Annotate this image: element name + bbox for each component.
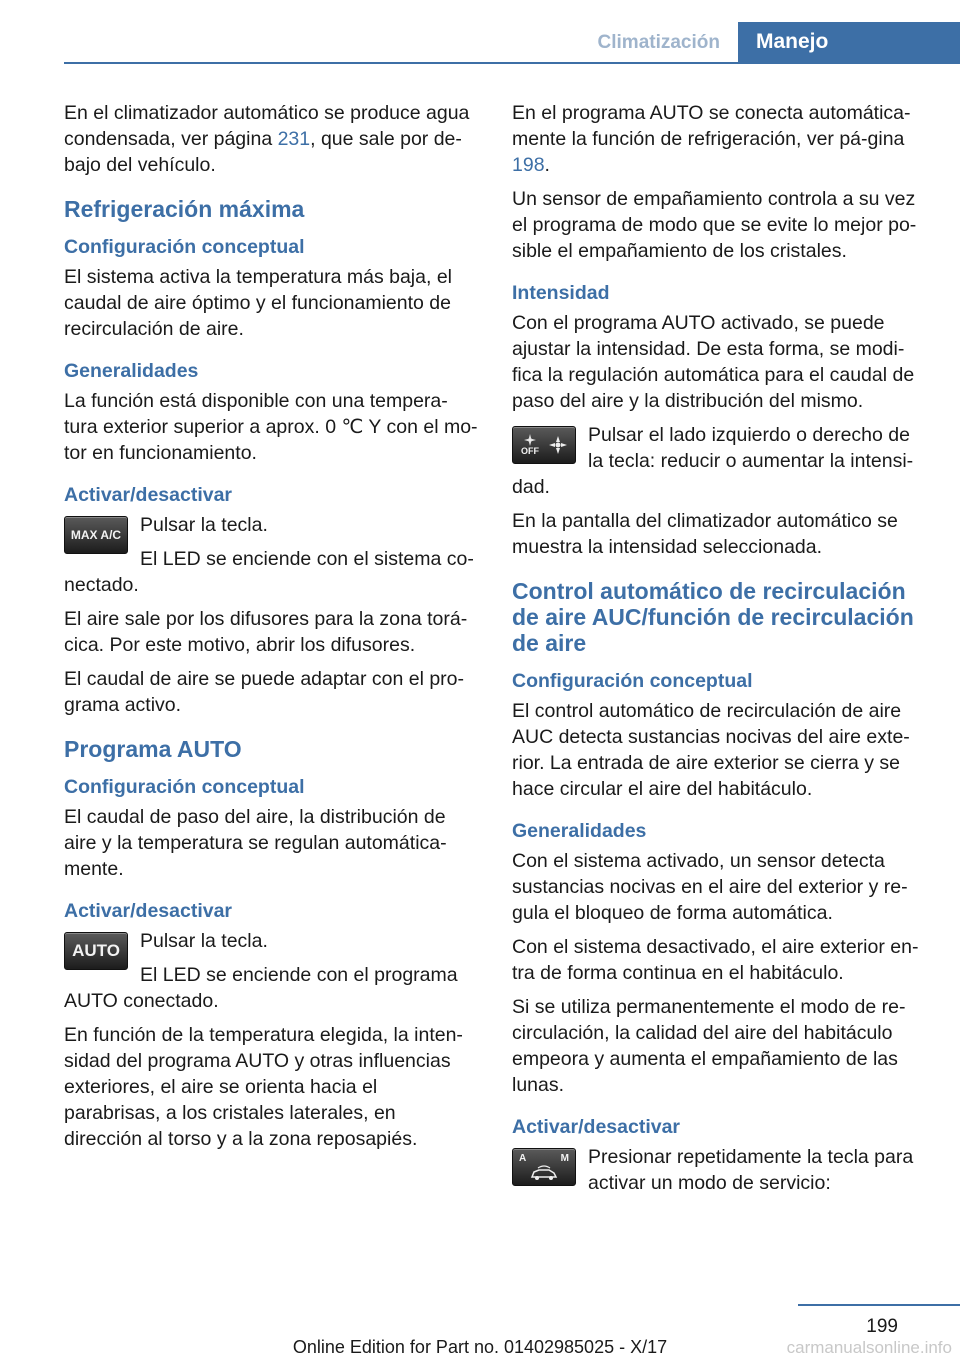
paragraph-concept-auto: El caudal de paso del aire, la distribución de aire y la temperatura se regulan automática-mente.: [64, 806, 447, 880]
heading-activar-desactivar: Activar/desactivar: [64, 900, 233, 922]
heading-refrigeracion-maxima: Refrigeración máxima: [64, 196, 305, 222]
paragraph-intensity: Con el programa AUTO activado, se puede ajustar la intensidad. De esta forma, se modi-fica la regulación automática para el caudal de paso del aire y la distribución del mismo.: [512, 312, 915, 412]
page-number: 199: [866, 1316, 898, 1337]
auc-a-label: A: [519, 1152, 527, 1164]
paragraph-concept-refrig: El sistema activa la temperatura más baja, el caudal de aire óptimo y el funcionamiento de recirculación de aire.: [64, 266, 453, 340]
paragraph-led-on-auto: El LED se enciende con el programa AUTO conectado.: [64, 964, 458, 1012]
fan-large-icon: [549, 436, 567, 454]
heading-configuracion-conceptual: Configuración conceptual: [512, 670, 753, 692]
auc-button-image: [512, 1148, 576, 1186]
heading-auc: Control automático de recirculación de aire AUC/función de recirculación de aire: [512, 578, 914, 656]
auc-instruction: [512, 1144, 926, 1204]
heading-intensidad: Intensidad: [512, 282, 610, 304]
paragraph-led-on: El LED se enciende con el sistema co-nectado.: [64, 548, 474, 596]
paragraph-recirculation-warning: Si se utiliza permanentemente el modo de re-circulación, la calidad del aire del habitáculo empeora y aumenta el empañamiento de las lunas.: [512, 996, 906, 1096]
fan-off-label: OFF: [521, 446, 539, 456]
paragraph-press-repeatedly: Presionar repetidamente la tecla para activar un modo de servicio:: [588, 1146, 914, 1194]
max-ac-button-image: MAX A/C: [64, 516, 128, 554]
paragraph-auc-active: Con el sistema activado, un sensor detecta sustancias nocivas en el aire del exterior y re-gula el bloqueo de forma automática.: [512, 850, 908, 924]
heading-activar-desactivar: Activar/desactivar: [64, 484, 233, 506]
paragraph-general-refrig: La función está disponible con una tempera-tura exterior superior a aprox. 0 ℃ Y con el mo-tor en funcionamiento.: [64, 390, 478, 464]
paragraph-auto-behaviour: En función de la temperatura elegida, la inten-sidad del programa AUTO y otras influencias exteriores, el aire se orienta hacia el parabrisas, a los cristales laterales, en dirección al torso y a la zona reposapiés.: [64, 1024, 463, 1150]
heading-activar-desactivar: Activar/desactivar: [512, 1116, 681, 1138]
paragraph-intensity-display: En la pantalla del climatizador automático se muestra la intensidad seleccionada.: [512, 510, 898, 558]
header-section-tab: Climatización: [597, 32, 720, 53]
header-chapter-tab: Manejo: [738, 22, 960, 62]
paragraph-auc-inactive: Con el sistema desactivado, el aire exterior en-tra de forma continua en el habitáculo.: [512, 936, 919, 984]
paragraph-press-left-right: Pulsar el lado izquierdo o derecho de la tecla: reducir o aumentar la intensi-dad.: [512, 424, 914, 498]
right-column: [512, 100, 926, 1204]
intensity-instruction: [512, 422, 926, 508]
auto-button-image: AUTO: [64, 932, 128, 970]
paragraph-air-outlets: El aire sale por los difusores para la zona torá-cica. Por este motivo, abrir los difusores.: [64, 608, 468, 656]
heading-generalidades: Generalidades: [64, 360, 199, 382]
fan-intensity-button-image: [512, 426, 576, 464]
heading-generalidades: Generalidades: [512, 820, 647, 842]
footer-rule: [798, 1304, 960, 1306]
paragraph-auto-cooling: En el programa AUTO se conecta automática-mente la función de refrigeración, ver pá-gina 198.: [512, 102, 911, 176]
fan-small-icon: [524, 434, 536, 446]
heading-configuracion-conceptual: Configuración conceptual: [64, 236, 305, 258]
paragraph-concept-auc: El control automático de recirculación de aire AUC detecta sustancias nocivas del aire exte-rior. La entrada de aire exterior se cierra y se hace circular el aire del habitáculo.: [512, 700, 910, 800]
page-link-198[interactable]: 198: [512, 154, 545, 176]
heading-configuracion-conceptual: Configuración conceptual: [64, 776, 305, 798]
edition-footer: Online Edition for Part no. 01402985025 - X/17: [292, 1337, 668, 1357]
page-link-231[interactable]: 231: [277, 128, 311, 150]
auto-instruction: [64, 928, 478, 1022]
paragraph-press-key: Pulsar la tecla.: [140, 930, 268, 952]
paragraph-press-key: Pulsar la tecla.: [140, 514, 268, 536]
paragraph-air-flow: El caudal de aire se puede adaptar con el pro-grama activo.: [64, 668, 465, 716]
paragraph-fog-sensor: Un sensor de empañamiento controla a su vez el programa de modo que se evite lo mejor po-sible el empañamiento de los cristales.: [512, 188, 917, 262]
recirculation-car-icon: [529, 1165, 559, 1181]
header-rule: [64, 62, 960, 64]
heading-programa-auto: Programa AUTO: [64, 736, 242, 762]
intro-paragraph: En el climatizador automático se produce agua condensada, ver página 231, que sale por de-bajo del vehículo.: [64, 102, 470, 176]
maxac-instruction: [64, 512, 478, 606]
watermark: carmanualsonline.info: [786, 1338, 952, 1357]
auc-m-label: M: [560, 1152, 569, 1164]
left-column: [64, 100, 478, 1160]
